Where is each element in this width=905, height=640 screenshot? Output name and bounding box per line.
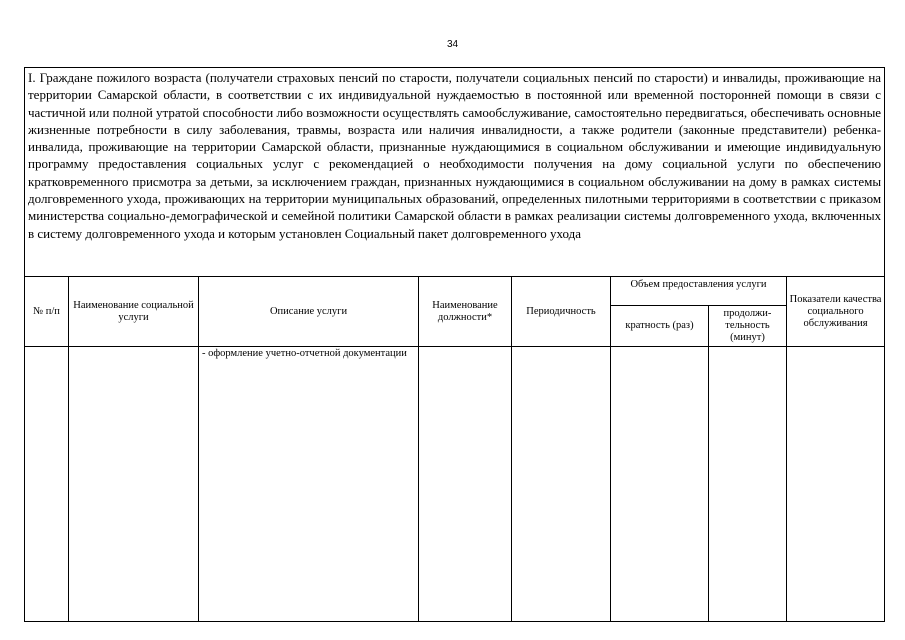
services-table [24, 67, 885, 622]
cell-num [25, 347, 69, 622]
cell-service-name [69, 347, 199, 622]
table-row [25, 347, 885, 622]
header-service-name: Наименование социальной услуги [69, 277, 199, 347]
cell-quality [787, 347, 885, 622]
cell-frequency [611, 347, 709, 622]
section-heading-row [25, 68, 885, 277]
header-quality: Показатели качества социального обслуживания [787, 277, 885, 347]
header-volume: Объем предоставления услуги [611, 277, 787, 306]
cell-duration [709, 347, 787, 622]
header-description: Описание услуги [199, 277, 419, 347]
header-num: № п/п [25, 277, 69, 347]
section-heading: I. Граждане пожилого возраста (получатели страховых пенсий по старости, получатели социальных пенсий по старости) и инвалиды, проживающие на территории Самарской области, в соответствии с их индивидуальной нуждаемостью в постоянной или временной посторонней помощи в связи с частичной или полной утратой способности либо возможности осуществлять самообслуживание, самостоятельно передвигаться, обеспечивать основные жизненные потребности в силу заболевания, травмы, возраста или наличия инвалидности, а также родители (законные представители) ребенка-инвалида, проживающие на территории Самарской области, признанные нуждающимися в социальном обслуживании и имеющие индивидуальную программу предоставления социальных услуг с рекомендацией о необходимости получения на дому социальной услуги по обеспечению кратковременного присмотра за детьми, за исключением граждан, признанных нуждающимися в социальном обслуживании на дому в рамках системы долговременного ухода, проживающих на территории муниципальных образований, определенных пилотными территориями в соответствии с приказом министерства социально-демографической и семейной политики Самарской области в рамках реализации системы долговременного ухода, включенных в систему долговременного ухода и которым установлен Социальный пакет долговременного ухода [25, 68, 885, 277]
page-number: 34 [446, 39, 459, 50]
header-duration: продолжи-тельность (минут) [709, 306, 787, 347]
header-frequency: кратность (раз) [611, 306, 709, 347]
cell-description: - оформление учетно-отчетной документации [199, 347, 419, 622]
cell-periodicity [512, 347, 611, 622]
cell-position [419, 347, 512, 622]
header-row-top [25, 277, 885, 306]
header-periodicity: Периодичность [512, 277, 611, 347]
header-position: Наименование должности* [419, 277, 512, 347]
